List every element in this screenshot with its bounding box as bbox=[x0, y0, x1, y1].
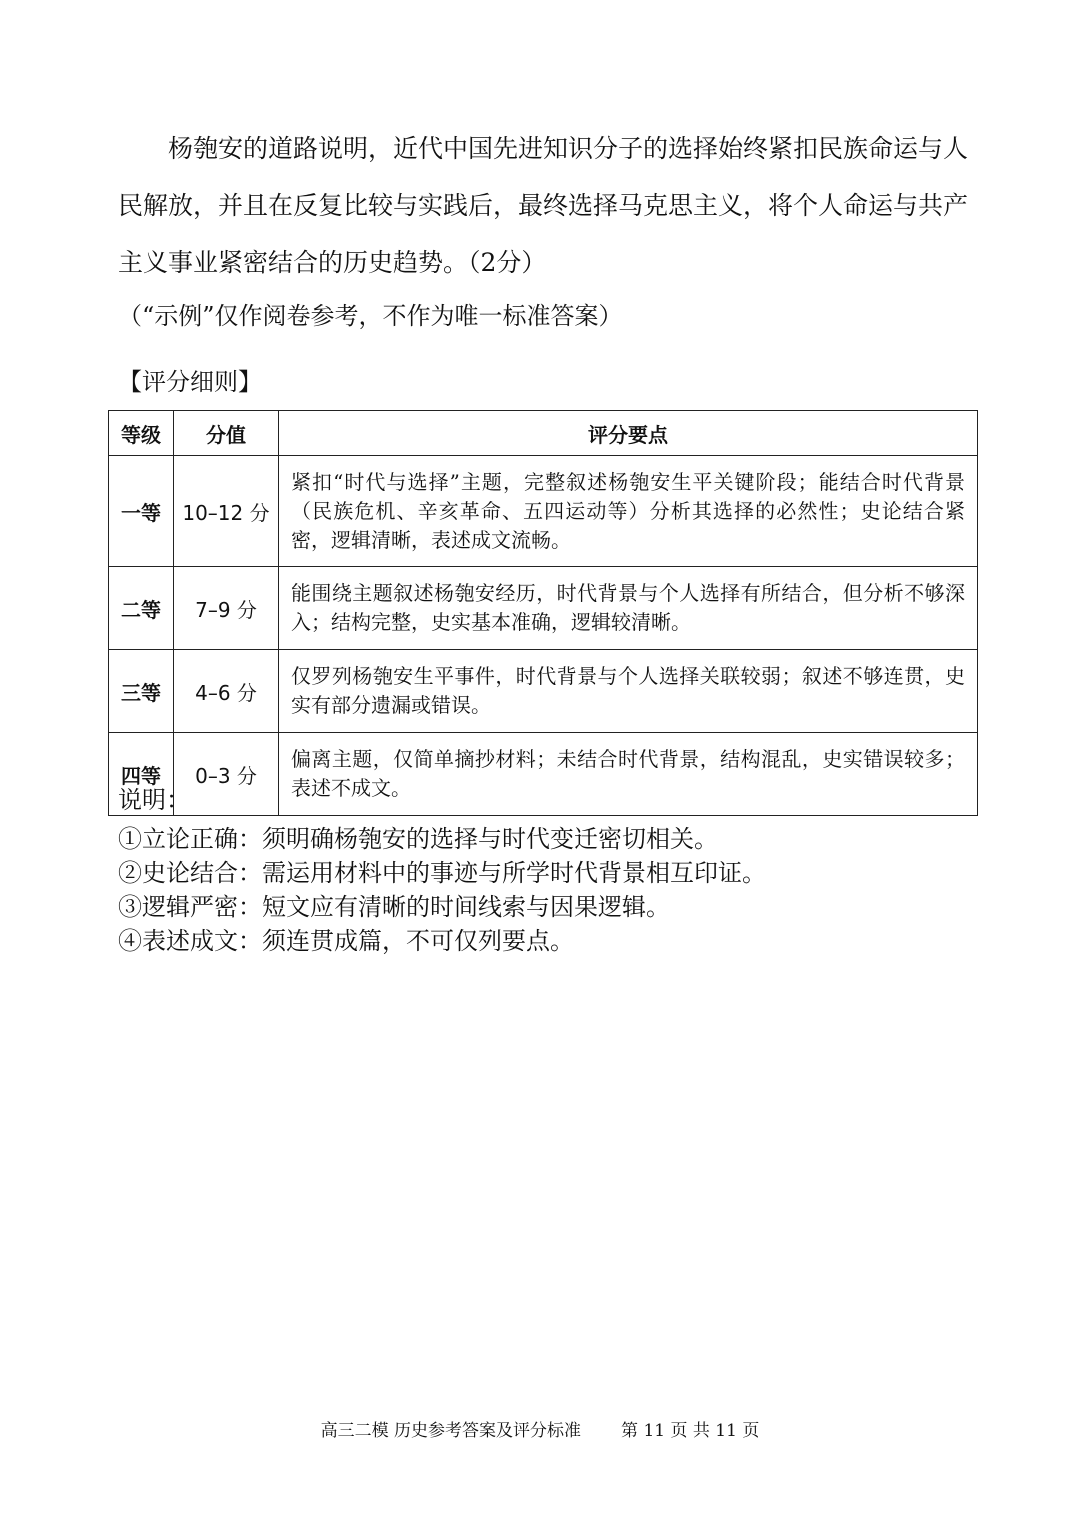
table-header-row bbox=[109, 411, 978, 456]
header-points: 评分要点 bbox=[279, 411, 978, 456]
grade-cell: 一等 bbox=[109, 456, 174, 567]
table-row bbox=[109, 456, 978, 567]
footer-page-number: 第 11 页 共 11 页 bbox=[621, 1421, 760, 1441]
header-grade: 等级 bbox=[109, 411, 174, 456]
explain-item: ②史论结合：需运用材料中的事迹与所学时代背景相互印证。 bbox=[118, 859, 766, 887]
table-row bbox=[109, 567, 978, 650]
desc-cell: 能围绕主题叙述杨匏安经历，时代背景与个人选择有所结合，但分析不够深入；结构完整，史实基本准确，逻辑较清晰。 bbox=[279, 567, 978, 650]
table-row bbox=[109, 650, 978, 733]
explain-title: 说明： bbox=[118, 786, 190, 814]
desc-cell: 仅罗列杨匏安生平事件，时代背景与个人选择关联较弱；叙述不够连贯，史实有部分遗漏或错误。 bbox=[279, 650, 978, 733]
score-cell: 10–12 分 bbox=[174, 456, 279, 567]
section-title: 【评分细则】 bbox=[118, 368, 262, 396]
page-footer bbox=[0, 1416, 1080, 1441]
grade-cell: 三等 bbox=[109, 650, 174, 733]
grade-cell: 二等 bbox=[109, 567, 174, 650]
score-cell: 0–3 分 bbox=[174, 733, 279, 816]
desc-cell: 偏离主题，仅简单摘抄材料；未结合时代背景，结构混乱，史实错误较多；表述不成文。 bbox=[279, 733, 978, 816]
grade-cell: 四等 bbox=[109, 733, 174, 816]
explain-item: ③逻辑严密：短文应有清晰的时间线索与因果逻辑。 bbox=[118, 893, 670, 921]
header-score: 分值 bbox=[174, 411, 279, 456]
footer-doc-title: 高三二模 历史参考答案及评分标准 bbox=[320, 1421, 582, 1441]
explain-list bbox=[118, 822, 766, 958]
desc-cell: 紧扣“时代与选择”主题，完整叙述杨匏安生平关键阶段；能结合时代背景（民族危机、辛亥革命、五四运动等）分析其选择的必然性；史论结合紧密，逻辑清晰，表述成文流畅。 bbox=[279, 456, 978, 567]
score-cell: 4–6 分 bbox=[174, 650, 279, 733]
example-note: （“示例”仅作阅卷参考，不作为唯一标准答案） bbox=[118, 302, 623, 330]
score-cell: 7–9 分 bbox=[174, 567, 279, 650]
explain-item: ④表述成文：须连贯成篇，不可仅列要点。 bbox=[118, 927, 574, 955]
table-row bbox=[109, 733, 978, 816]
answer-paragraph: 杨匏安的道路说明，近代中国先进知识分子的选择始终紧扣民族命运与人民解放，并且在反复比较与实践后，最终选择马克思主义，将个人命运与共产主义事业紧密结合的历史趋势。（2分） bbox=[118, 134, 969, 277]
rubric-table bbox=[108, 410, 978, 816]
explain-item: ①立论正确：须明确杨匏安的选择与时代变迁密切相关。 bbox=[118, 825, 718, 853]
